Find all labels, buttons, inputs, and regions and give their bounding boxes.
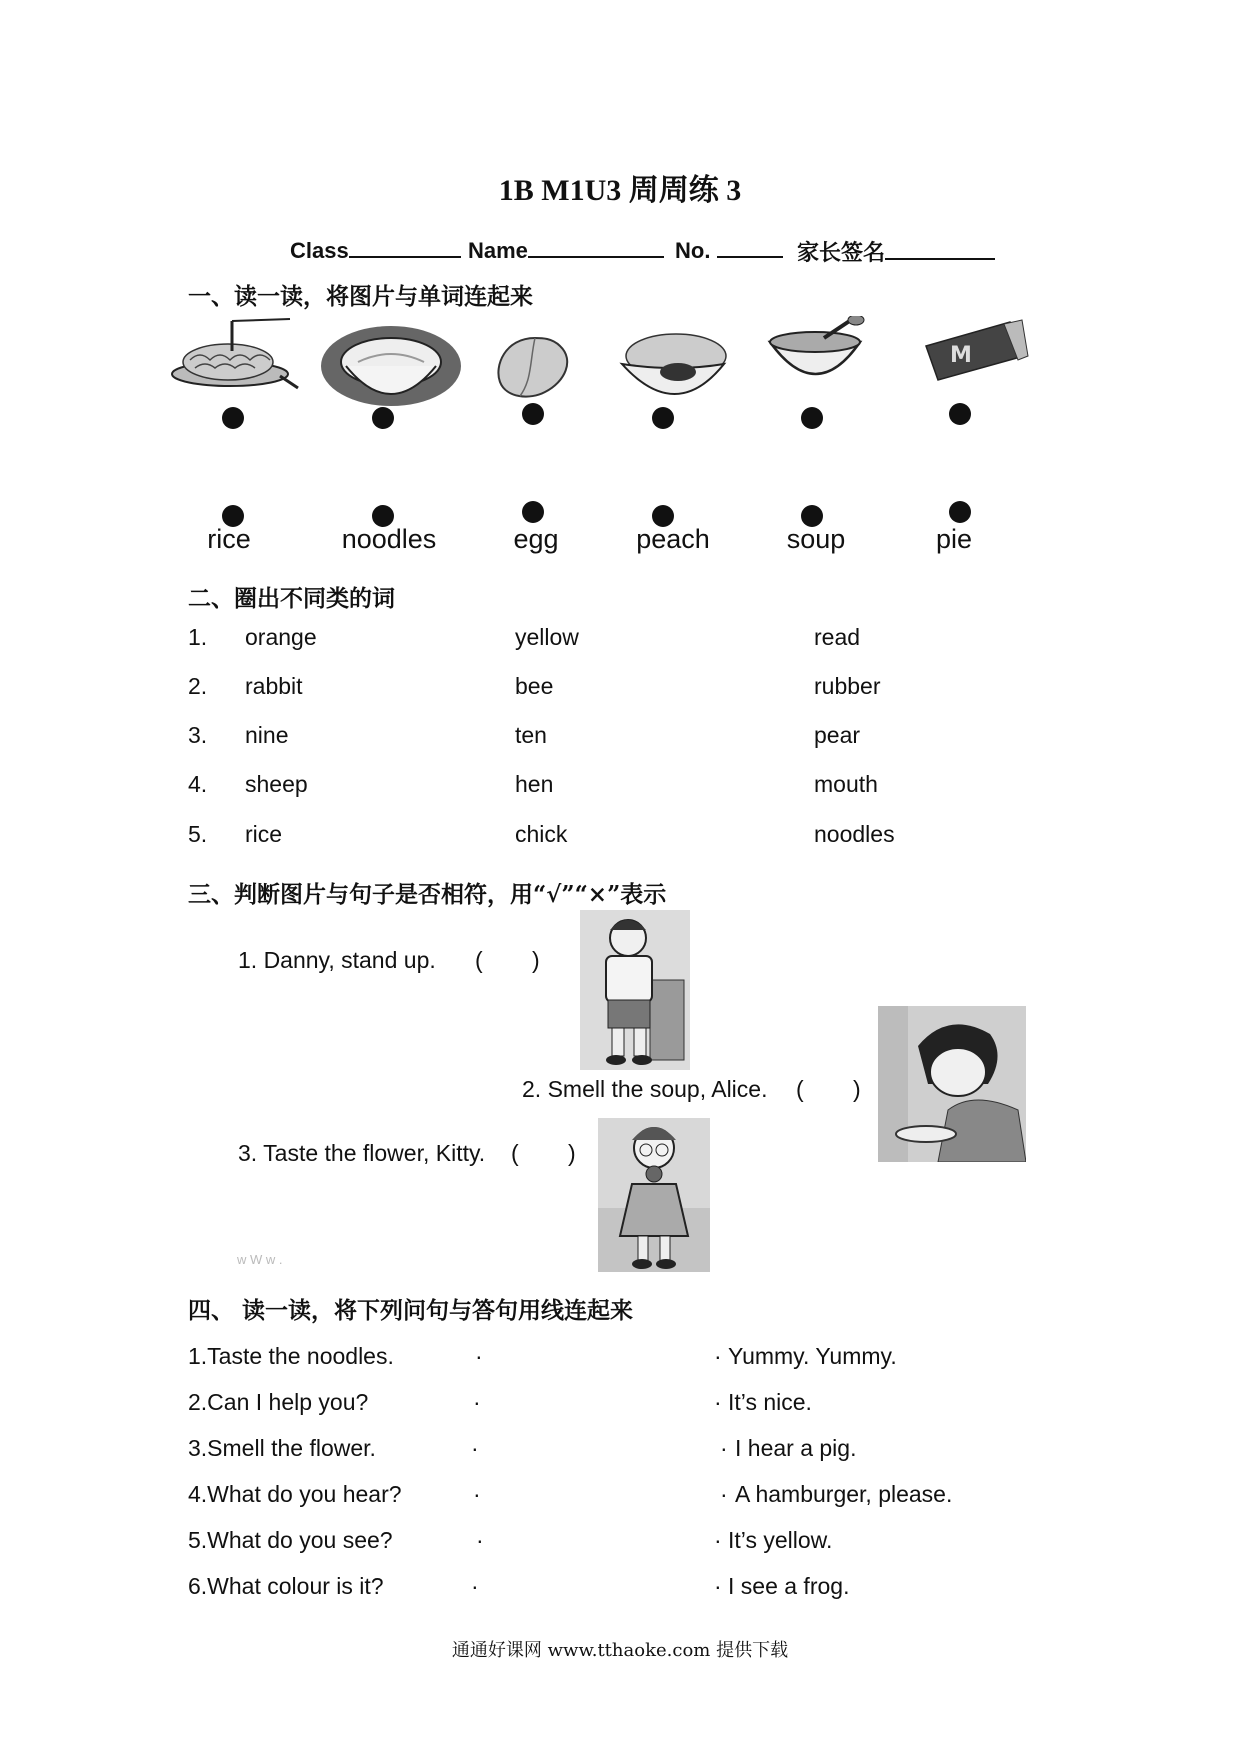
match-answer: I hear a pig.: [735, 1435, 857, 1461]
number-field-label: No.: [675, 236, 783, 264]
name-field-label: Name: [468, 236, 664, 264]
match-question: 6.What colour is it?: [188, 1573, 384, 1599]
peach-icon: [490, 330, 580, 402]
question-1: 1. Danny, stand up.: [238, 947, 436, 973]
picture-dot-2[interactable]: [372, 407, 394, 429]
word-option[interactable]: chick: [515, 821, 568, 847]
pie-icon: [920, 316, 1030, 388]
picture-dot-5[interactable]: [801, 407, 823, 429]
question-dot[interactable]: ·: [471, 1573, 479, 1599]
match-question: 2.Can I help you?: [188, 1389, 369, 1415]
svg-text:M: M: [950, 343, 972, 368]
egg-icon: [616, 328, 728, 404]
word-option[interactable]: sheep: [245, 771, 308, 797]
word-peach: peach: [636, 524, 710, 554]
match-answer: It’s nice.: [728, 1389, 812, 1415]
row-number: 3.: [188, 722, 208, 748]
word-option[interactable]: rabbit: [245, 673, 303, 699]
answer-dot[interactable]: ·: [714, 1343, 722, 1369]
word-option[interactable]: ten: [515, 722, 547, 748]
row-number: 1.: [188, 624, 208, 650]
match-question: 3.Smell the flower.: [188, 1435, 376, 1461]
question-dot[interactable]: ·: [471, 1435, 479, 1461]
watermark-text: w W w .: [237, 1252, 283, 1267]
answer-bracket-open[interactable]: (: [796, 1076, 804, 1102]
girl-with-flower-icon: [598, 1118, 710, 1272]
class-field-label: Class: [290, 236, 461, 264]
page-title: 1B M1U3 周周练 3: [498, 174, 742, 207]
parent-signature-label: 家长签名: [797, 236, 995, 267]
match-answer: Yummy. Yummy.: [728, 1343, 897, 1369]
spaghetti-icon: [170, 316, 300, 396]
soup-icon: [764, 316, 870, 388]
word-option[interactable]: pear: [814, 722, 861, 748]
match-answer: It’s yellow.: [728, 1527, 833, 1553]
section1-heading: 一、读一读，将图片与单词连起来: [188, 283, 533, 310]
answer-dot[interactable]: ·: [720, 1481, 728, 1507]
word-dot-6[interactable]: [949, 501, 971, 523]
row-number: 2.: [188, 673, 208, 699]
word-option[interactable]: orange: [245, 624, 317, 650]
word-option[interactable]: rubber: [814, 673, 881, 699]
word-option[interactable]: rice: [245, 821, 283, 847]
word-egg: egg: [513, 524, 559, 554]
boy-standing-icon: [580, 910, 690, 1070]
picture-dot-4[interactable]: [652, 407, 674, 429]
footer-credit: 通通好课网 www.tthaoke.com 提供下载: [451, 1640, 789, 1661]
match-answer: A hamburger, please.: [735, 1481, 953, 1507]
answer-dot[interactable]: ·: [714, 1573, 722, 1599]
answer-dot[interactable]: ·: [714, 1389, 722, 1415]
answer-bracket-close[interactable]: ): [853, 1076, 861, 1102]
word-dot-3[interactable]: [522, 501, 544, 523]
question-dot[interactable]: ·: [473, 1389, 481, 1415]
word-pie: pie: [935, 524, 973, 554]
picture-dot-1[interactable]: [222, 407, 244, 429]
rice-bowl-icon: [318, 322, 464, 410]
question-3: 3. Taste the flower, Kitty.: [238, 1140, 486, 1166]
word-rice: rice: [207, 524, 251, 554]
section3-heading: 三、判断图片与句子是否相符，用“√”“×”表示: [188, 881, 667, 908]
answer-bracket-open[interactable]: (: [511, 1140, 519, 1166]
word-option[interactable]: noodles: [814, 821, 895, 847]
question-dot[interactable]: ·: [473, 1481, 481, 1507]
word-option[interactable]: mouth: [814, 771, 878, 797]
word-soup: soup: [786, 524, 846, 554]
match-question: 4.What do you hear?: [188, 1481, 402, 1507]
word-option[interactable]: yellow: [515, 624, 579, 650]
word-option[interactable]: nine: [245, 722, 289, 748]
row-number: 5.: [188, 821, 208, 847]
match-question: 1.Taste the noodles.: [188, 1343, 394, 1369]
picture-dot-3[interactable]: [522, 403, 544, 425]
row-number: 4.: [188, 771, 208, 797]
answer-bracket-open[interactable]: (: [475, 947, 483, 973]
picture-dot-6[interactable]: [949, 403, 971, 425]
answer-dot[interactable]: ·: [720, 1435, 728, 1461]
match-answer: I see a frog.: [728, 1573, 850, 1599]
word-noodles: noodles: [341, 524, 437, 554]
answer-bracket-close[interactable]: ): [532, 947, 540, 973]
word-option[interactable]: read: [814, 624, 861, 650]
match-question: 5.What do you see?: [188, 1527, 393, 1553]
question-2: 2. Smell the soup, Alice.: [522, 1076, 768, 1102]
question-dot[interactable]: ·: [475, 1343, 483, 1369]
word-option[interactable]: bee: [515, 673, 554, 699]
girl-smelling-soup-icon: [878, 1006, 1026, 1162]
question-dot[interactable]: ·: [476, 1527, 484, 1553]
word-option[interactable]: hen: [515, 771, 554, 797]
answer-dot[interactable]: ·: [714, 1527, 722, 1553]
answer-bracket-close[interactable]: ): [568, 1140, 576, 1166]
section2-heading: 二、圈出不同类的词: [188, 585, 395, 612]
section4-heading: 四、 读一读，将下列问句与答句用线连起来: [188, 1297, 634, 1324]
